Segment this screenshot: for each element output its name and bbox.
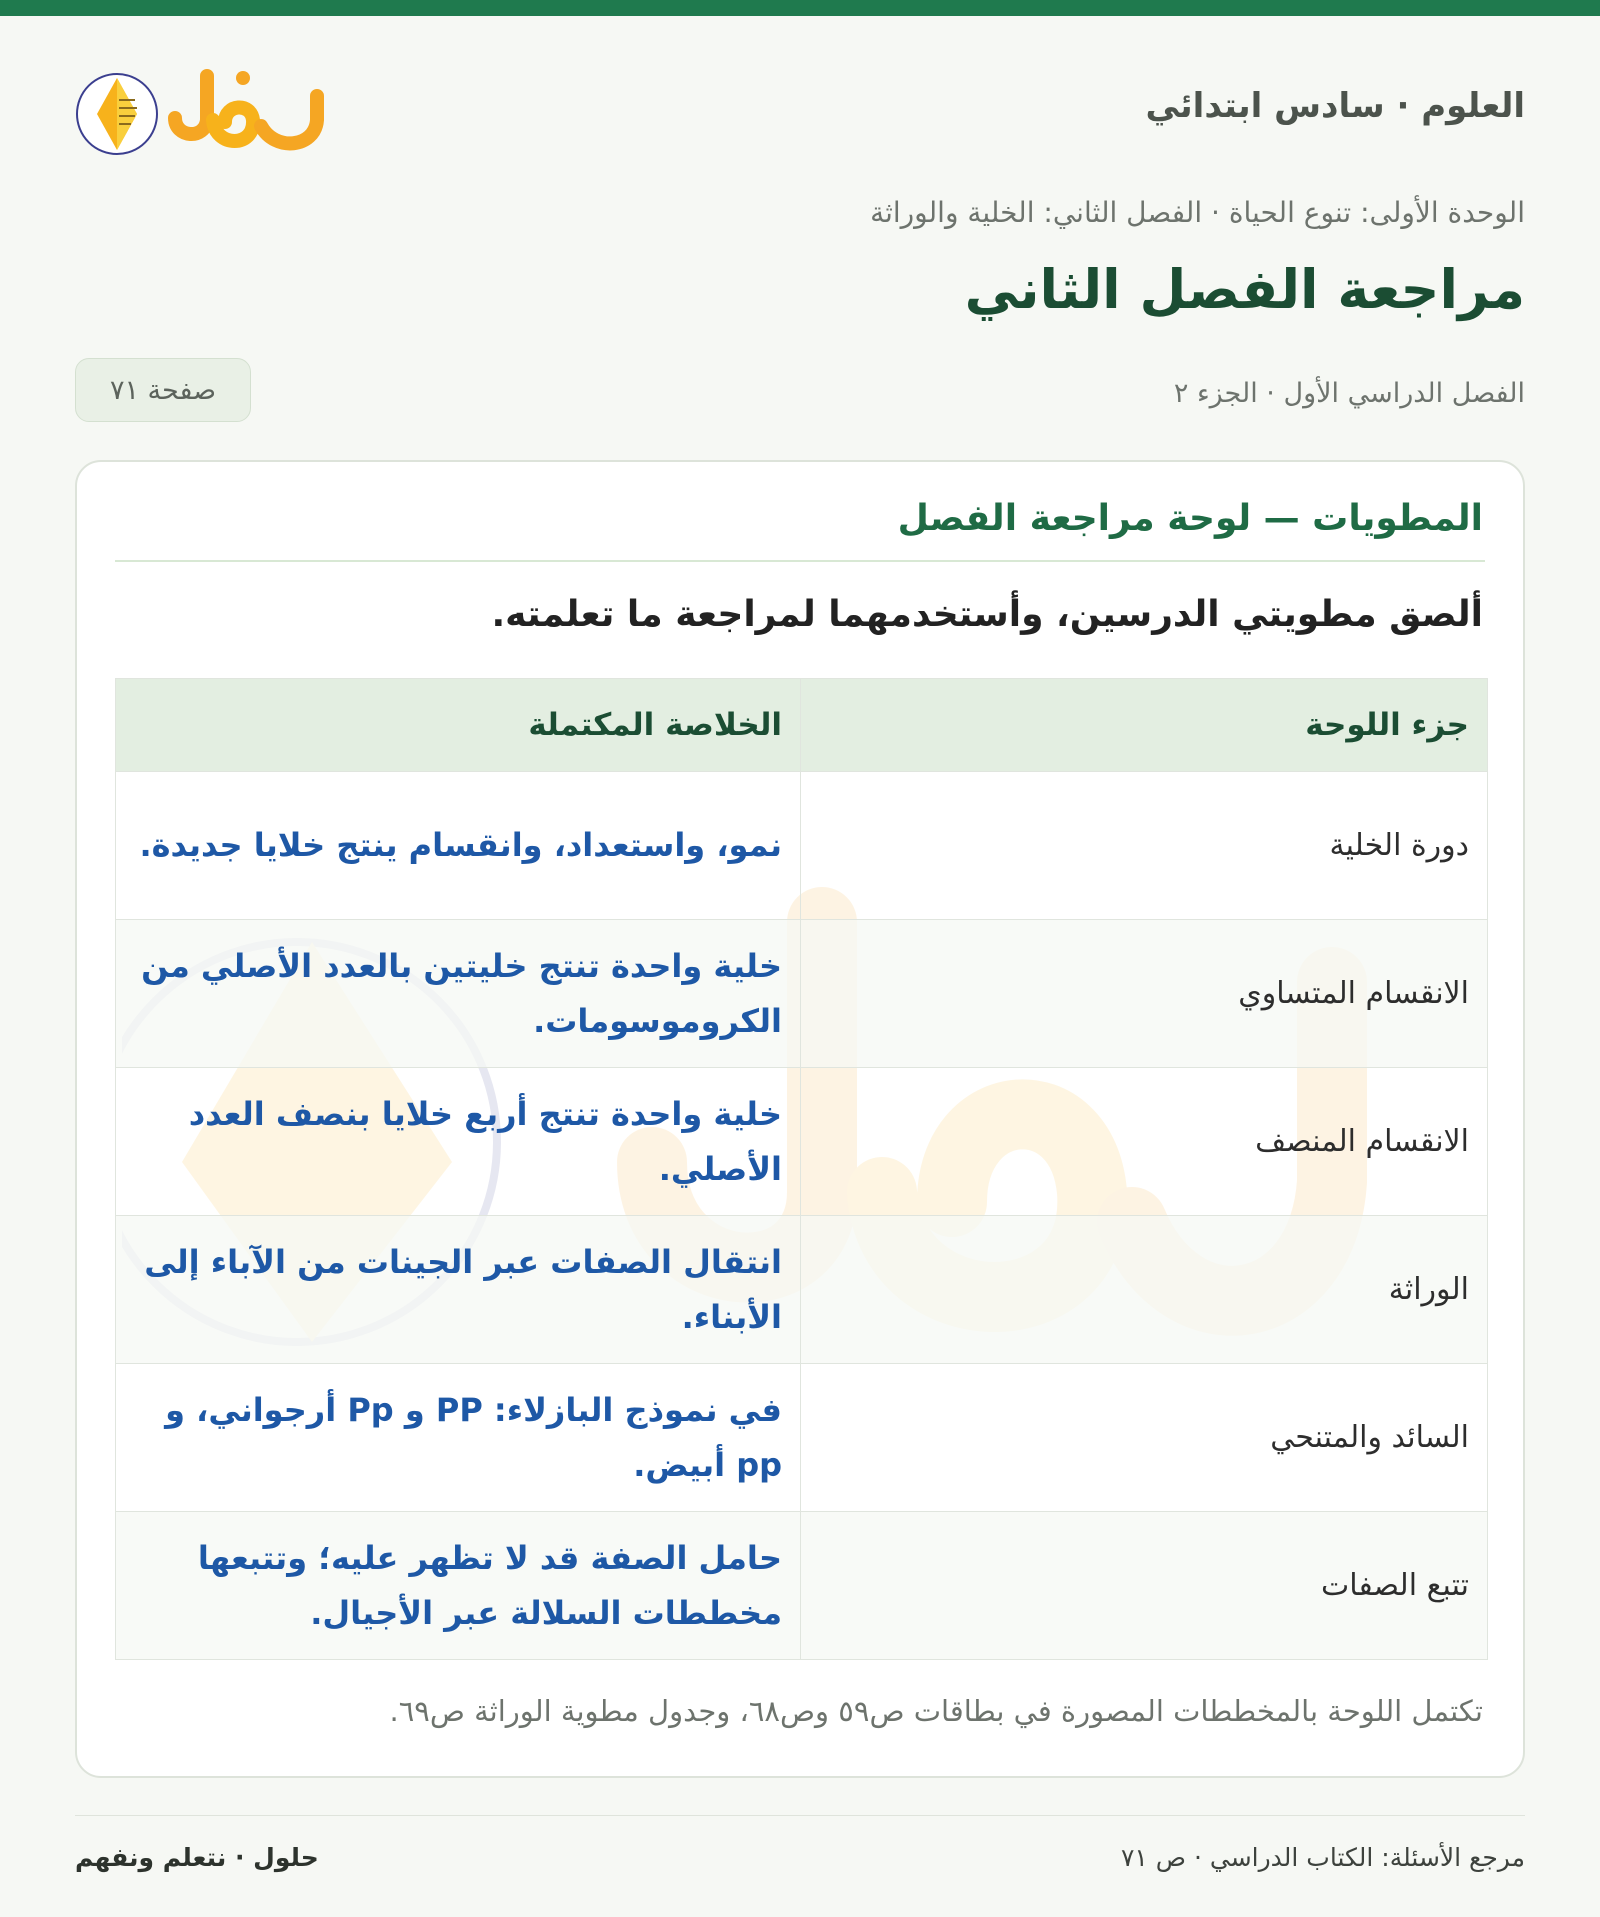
row-part-cell: دورة الخلية [801, 772, 1488, 920]
table-row [116, 772, 1488, 920]
table-row [116, 1068, 1488, 1216]
row-summary-cell: خلية واحدة تنتج أربع خلايا بنصف العدد الأصلي. [116, 1068, 801, 1216]
term-info: الفصل الدراسي الأول · الجزء ٢ [1173, 378, 1525, 409]
row-summary-cell: حامل الصفة قد لا تظهر عليه؛ وتتبعها مخططات السلالة عبر الأجيال. [116, 1512, 801, 1660]
top-accent-bar [0, 0, 1600, 16]
row-part-cell: الانقسام المنصف [801, 1068, 1488, 1216]
row-summary-cell: خلية واحدة تنتج خليتين بالعدد الأصلي من الكروموسومات. [116, 920, 801, 1068]
table-row [116, 1216, 1488, 1364]
breadcrumb: الوحدة الأولى: تنوع الحياة · الفصل الثاني: الخلية والوراثة [870, 196, 1525, 229]
row-part-cell: الانقسام المتساوي [801, 920, 1488, 1068]
row-summary-cell: انتقال الصفات عبر الجينات من الآباء إلى الأبناء. [116, 1216, 801, 1364]
card-divider [115, 560, 1485, 562]
row-part-cell: تتبع الصفات [801, 1512, 1488, 1660]
table-row [116, 1364, 1488, 1512]
row-summary-cell: في نموذج البازلاء: PP و Pp أرجواني، و pp أبيض. [116, 1364, 801, 1512]
table-header-row [116, 679, 1488, 772]
review-table [115, 678, 1488, 1660]
page-title: مراجعة الفصل الثاني [964, 258, 1525, 321]
footer-divider [75, 1815, 1525, 1816]
table-row [116, 1512, 1488, 1660]
page-header [75, 56, 1525, 156]
row-part-cell: السائد والمتنحي [801, 1364, 1488, 1512]
column-header-part: جزء اللوحة [801, 679, 1488, 772]
hulul-logo[interactable] [75, 56, 335, 166]
row-part-cell: الوراثة [801, 1216, 1488, 1364]
footer-brand: حلول · نتعلم ونفهم [75, 1843, 319, 1872]
instruction-text: ألصق مطويتي الدرسين، وأستخدمهما لمراجعة ما تعلمته. [491, 594, 1483, 635]
page-number-chip: صفحة ٧١ [75, 358, 251, 422]
card-title: المطويات — لوحة مراجعة الفصل [897, 498, 1483, 539]
footer-reference: مرجع الأسئلة: الكتاب الدراسي · ص ٧١ [1120, 1843, 1525, 1872]
card-footnote: تكتمل اللوحة بالمخططات المصورة في بطاقات ص٥٩ وص٦٨، وجدول مطوية الوراثة ص٦٩. [389, 1694, 1483, 1728]
row-summary-cell: نمو، واستعداد، وانقسام ينتج خلايا جديدة. [116, 772, 801, 920]
subject-label: العلوم · سادس ابتدائي [1145, 86, 1525, 126]
table-row [116, 920, 1488, 1068]
column-header-summary: الخلاصة المكتملة [116, 679, 801, 772]
review-card [75, 460, 1525, 1778]
